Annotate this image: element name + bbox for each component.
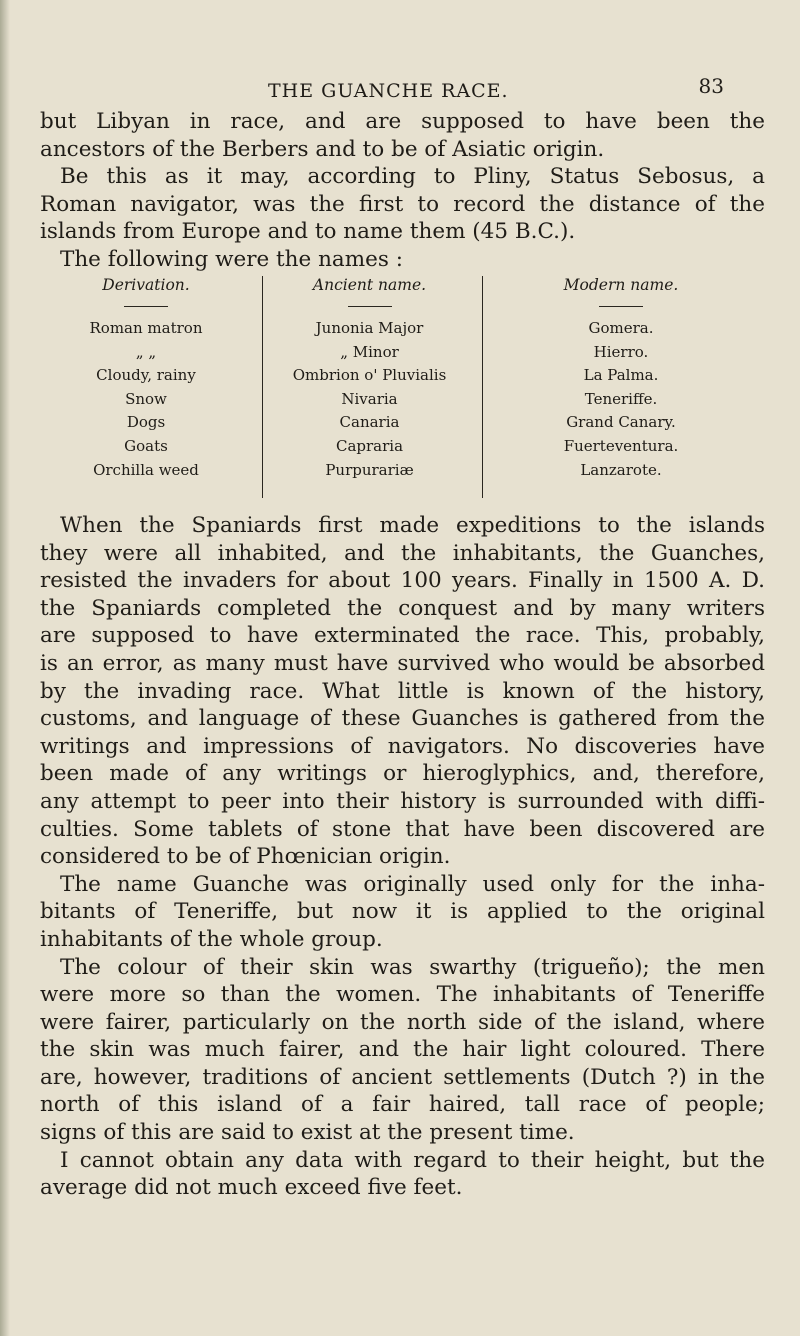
table-cell: Cloudy, rainy xyxy=(96,366,196,385)
table-cell: Hierro. xyxy=(593,342,649,361)
ancient-name-column xyxy=(262,276,477,482)
table-cell: Dogs xyxy=(126,413,166,432)
table-cell: Snow xyxy=(125,389,167,408)
header-rule xyxy=(348,306,392,307)
text-line: bitants of Teneriffe, but now it is applied to the original xyxy=(40,899,765,925)
text-line: north of this island of a fair haired, tall race of people; xyxy=(40,1092,765,1118)
header-rule xyxy=(599,306,643,307)
table-cell: Gomera. xyxy=(588,319,654,337)
column-header: Modern name. xyxy=(563,276,679,294)
table-cell: Grand Canary. xyxy=(566,413,676,432)
page-header xyxy=(0,74,800,104)
table-cell: La Palma. xyxy=(583,366,659,385)
table-cell: Ombrion o' Pluvialis xyxy=(292,366,447,385)
table-cell: Roman matron xyxy=(89,319,203,337)
text-line: signs of this are said to exist at the present time. xyxy=(40,1120,575,1146)
text-line: ancestors of the Berbers and to be of Asiatic origin. xyxy=(40,136,605,162)
text-line: been made of any writings or hieroglyphics, and, therefore, xyxy=(40,761,765,787)
text-line: writings and impressions of navigators. No discoveries have xyxy=(40,733,765,759)
column-header: Ancient name. xyxy=(312,276,427,294)
text-line: customs, and language of these Guanches is gathered from the xyxy=(40,706,765,732)
text-line: were fairer, particularly on the north side of the island, where xyxy=(40,1009,765,1035)
running-head: THE GUANCHE RACE. xyxy=(268,80,509,102)
modern-name-column xyxy=(486,276,756,482)
text-line: culties. Some tablets of stone that have been discovered are xyxy=(40,816,765,842)
text-line: Be this as it may, according to Pliny, Status Sebosus, a xyxy=(60,164,765,190)
table-cell: Orchilla weed xyxy=(93,460,199,479)
text-line: considered to be of Phœnician origin. xyxy=(40,844,451,870)
table-cell: Teneriffe. xyxy=(584,389,658,408)
table-cell: Capraria xyxy=(335,436,404,455)
page-edge-shadow xyxy=(0,0,10,1336)
text-line: they were all inhabited, and the inhabitants, the Guanches, xyxy=(40,540,765,566)
header-rule xyxy=(124,306,168,307)
island-names-table xyxy=(40,276,760,506)
table-cell: Nivaria xyxy=(341,389,398,408)
text-line: but Libyan in race, and are supposed to have been the xyxy=(40,109,765,134)
table-cell: Lanzarote. xyxy=(580,460,662,479)
text-line: resisted the invaders for about 100 years. Finally in 1500 A. D. xyxy=(40,568,765,594)
text-line: inhabitants of the whole group. xyxy=(40,926,383,952)
text-line: I cannot obtain any data with regard to their height, but the xyxy=(60,1147,765,1173)
table-cell: Purpurariæ xyxy=(325,460,414,479)
text-line: The colour of their skin was swarthy (trigueño); the men xyxy=(60,954,765,980)
text-line: are, however, traditions of ancient settlements (Dutch ?) in the xyxy=(40,1064,765,1090)
main-paragraphs xyxy=(40,512,765,1202)
text-line: The following were the names : xyxy=(60,246,403,272)
table-cell: „ „ xyxy=(135,342,157,361)
text-line: When the Spaniards first made expeditions to the islands xyxy=(60,513,765,538)
column-divider xyxy=(482,276,483,498)
text-line: are supposed to have exterminated the race. This, probably, xyxy=(40,623,765,649)
table-cell: Fuerteventura. xyxy=(563,436,679,455)
text-line: any attempt to peer into their history is surrounded with diffi- xyxy=(40,788,765,814)
derivation-column xyxy=(40,276,252,482)
text-line: The name Guanche was originally used only for the inha- xyxy=(60,871,765,897)
text-line: islands from Europe and to name them (45 B.C.). xyxy=(40,219,576,245)
text-line: Roman navigator, was the first to record the distance of the xyxy=(40,191,765,217)
table-cell: „ Minor xyxy=(340,342,399,361)
column-header: Derivation. xyxy=(102,276,190,294)
table-cell: Goats xyxy=(124,436,168,455)
text-line: were more so than the women. The inhabitants of Teneriffe xyxy=(40,982,765,1008)
text-line: is an error, as many must have survived who would be absorbed xyxy=(40,650,765,676)
text-line: by the invading race. What little is known of the history, xyxy=(40,678,765,704)
table-cell: Junonia Major xyxy=(315,319,424,337)
page-number: 83 xyxy=(698,74,724,98)
text-line: the Spaniards completed the conquest and by many writers xyxy=(40,595,765,621)
table-cell: Canaria xyxy=(339,413,400,432)
intro-paragraphs xyxy=(40,108,765,274)
text-line: the skin was much fairer, and the hair light coloured. There xyxy=(40,1037,765,1063)
text-line: average did not much exceed five feet. xyxy=(40,1175,463,1201)
